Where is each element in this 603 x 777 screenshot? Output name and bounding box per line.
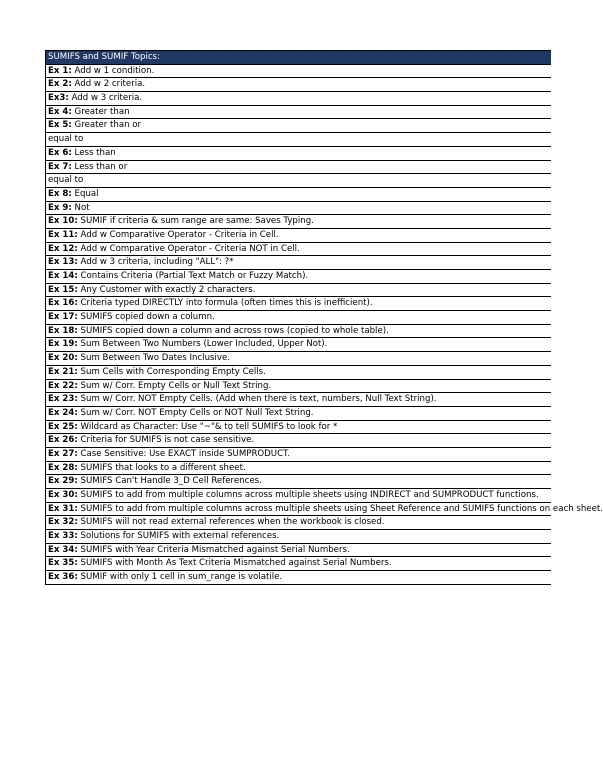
- list-item: [46, 119, 551, 133]
- example-label: Ex 29:: [48, 476, 78, 487]
- example-description: Any Customer with exactly 2 characters.: [77, 284, 256, 295]
- example-description: Sum w/ Corr. NOT Empty Cells or NOT Null Text String.: [77, 407, 314, 418]
- example-label: Ex 13:: [48, 257, 78, 268]
- example-description: Criteria typed DIRECTLY into formula (often times this is inefficient).: [77, 298, 373, 309]
- list-item: [46, 106, 551, 120]
- example-label: Ex 36:: [48, 572, 78, 583]
- example-description: SUMIFS to add from multiple columns across multiple sheets using Sheet Reference and SUMIFS functions on each sheet.: [77, 503, 603, 514]
- example-label: Ex 30:: [48, 490, 78, 500]
- example-label: Ex 17:: [48, 312, 78, 323]
- list-item: [46, 544, 551, 558]
- list-item: [46, 92, 551, 106]
- list-item: [46, 229, 551, 243]
- list-item: [46, 434, 551, 448]
- example-description: Case Sensitive: Use EXACT inside SUMPRODUCT.: [77, 448, 291, 459]
- list-item: [46, 174, 551, 188]
- example-description: SUMIFS copied down a column.: [77, 312, 215, 323]
- example-description: SUMIFS will not read external references when the workbook is closed.: [77, 517, 385, 528]
- example-description: Add w 2 criteria.: [71, 79, 146, 90]
- list-item: [46, 352, 551, 366]
- list-item: [46, 78, 551, 92]
- list-item: [46, 256, 551, 270]
- example-label: Ex 21:: [48, 366, 78, 377]
- list-item: [46, 311, 551, 325]
- example-label: Ex 10:: [48, 216, 78, 227]
- example-label: Ex 24:: [48, 407, 78, 418]
- example-description: Wildcard as Character: Use "~"& to tell SUMIFS to look for *: [77, 421, 338, 432]
- example-description: Equal: [71, 188, 99, 199]
- list-item: [46, 297, 551, 311]
- example-label: Ex 26:: [48, 435, 78, 446]
- example-description: equal to: [48, 175, 84, 186]
- example-description: SUMIFS Can't Handle 3_D Cell References.: [77, 476, 262, 487]
- example-label: Ex3:: [48, 93, 69, 104]
- table-header: SUMIFS and SUMIF Topics:: [46, 51, 551, 65]
- example-label: Ex 27:: [48, 448, 78, 459]
- example-label: Ex 31:: [48, 503, 78, 514]
- list-item: [46, 571, 551, 585]
- example-label: Ex 1:: [48, 65, 72, 76]
- example-label: Ex 7:: [48, 161, 72, 172]
- example-description: Add w Comparative Operator - Criteria NOT in Cell.: [77, 243, 300, 254]
- example-label: Ex 8:: [48, 188, 72, 199]
- example-description: Less than or: [71, 161, 128, 172]
- example-label: Ex 11:: [48, 229, 78, 240]
- list-item: [46, 503, 603, 517]
- example-label: Ex 33:: [48, 531, 78, 542]
- list-item: [46, 243, 551, 257]
- list-item: [46, 202, 551, 216]
- example-label: Ex 22:: [48, 380, 78, 391]
- list-item: [46, 338, 551, 352]
- example-label: Ex 32:: [48, 517, 78, 528]
- example-label: Ex 20:: [48, 353, 78, 364]
- list-item: [46, 215, 551, 229]
- example-description: Contains Criteria (Partial Text Match or Fuzzy Match).: [77, 271, 309, 281]
- example-label: Ex 12:: [48, 243, 78, 254]
- list-item: [46, 188, 551, 202]
- list-item: [46, 421, 551, 435]
- example-label: Ex 19:: [48, 339, 78, 350]
- example-description: Greater than: [71, 106, 130, 117]
- example-label: Ex 6:: [48, 147, 72, 158]
- example-label: Ex 25:: [48, 421, 78, 432]
- list-item: [46, 530, 551, 544]
- list-item: [46, 475, 551, 489]
- example-description: SUMIFS that looks to a different sheet.: [77, 462, 246, 473]
- example-description: Sum w/ Corr. NOT Empty Cells. (Add when there is text, numbers, Null Text String).: [77, 394, 437, 405]
- list-item: [46, 366, 551, 380]
- example-description: Sum Cells with Corresponding Empty Cells.: [77, 366, 266, 377]
- list-item: [46, 325, 551, 339]
- list-item: [46, 516, 551, 530]
- list-item: [46, 284, 551, 298]
- example-description: SUMIFS with Year Criteria Mismatched against Serial Numbers.: [77, 544, 350, 555]
- example-description: SUMIFS to add from multiple columns across multiple sheets using INDIRECT and SUMPRODUCT functions.: [77, 490, 539, 500]
- example-description: Add w 1 condition.: [71, 65, 155, 76]
- list-item: [46, 65, 551, 79]
- example-description: SUMIF with only 1 cell in sum_range is volatile.: [77, 572, 283, 583]
- example-description: Sum Between Two Numbers (Lower Included, Upper Not).: [77, 339, 328, 350]
- topics-table: [45, 50, 603, 585]
- example-description: Greater than or: [71, 120, 142, 131]
- example-label: Ex 16:: [48, 298, 78, 309]
- example-label: Ex 9:: [48, 202, 72, 213]
- example-description: SUMIFS with Month As Text Criteria Mismatched against Serial Numbers.: [77, 558, 392, 569]
- list-item: [46, 380, 551, 394]
- example-description: Add w Comparative Operator - Criteria in Cell.: [77, 229, 279, 240]
- list-item: [46, 147, 551, 161]
- example-description: Not: [71, 202, 90, 213]
- example-label: Ex 34:: [48, 544, 78, 555]
- list-item: [46, 407, 551, 421]
- topics-list: [46, 65, 603, 585]
- example-label: Ex 15:: [48, 284, 78, 295]
- example-description: SUMIF if criteria & sum range are same: Saves Typing.: [77, 216, 314, 227]
- example-description: Less than: [71, 147, 116, 158]
- example-label: Ex 5:: [48, 120, 72, 131]
- example-description: Add w 3 criteria.: [68, 93, 143, 104]
- example-label: Ex 2:: [48, 79, 72, 90]
- list-item: [46, 161, 551, 175]
- example-description: Sum w/ Corr. Empty Cells or Null Text String.: [77, 380, 272, 391]
- list-item: [46, 133, 551, 147]
- list-item: [46, 462, 551, 476]
- example-description: Sum Between Two Dates Inclusive.: [77, 353, 230, 364]
- example-label: Ex 28:: [48, 462, 78, 473]
- list-item: [46, 270, 551, 284]
- list-item: [46, 393, 551, 407]
- example-label: Ex 14:: [48, 271, 78, 281]
- list-item: [46, 557, 551, 571]
- example-label: Ex 4:: [48, 106, 72, 117]
- example-label: Ex 23:: [48, 394, 78, 405]
- example-label: Ex 18:: [48, 325, 78, 336]
- example-description: Add w 3 criteria, including "ALL": ?*: [77, 257, 234, 268]
- example-description: SUMIFS copied down a column and across rows (copied to whole table).: [77, 325, 389, 336]
- example-description: Solutions for SUMIFS with external references.: [77, 531, 280, 542]
- list-item: [46, 489, 551, 503]
- example-label: Ex 35:: [48, 558, 78, 569]
- example-description: equal to: [48, 134, 84, 145]
- example-description: Criteria for SUMIFS is not case sensitive.: [77, 435, 255, 446]
- list-item: [46, 448, 551, 462]
